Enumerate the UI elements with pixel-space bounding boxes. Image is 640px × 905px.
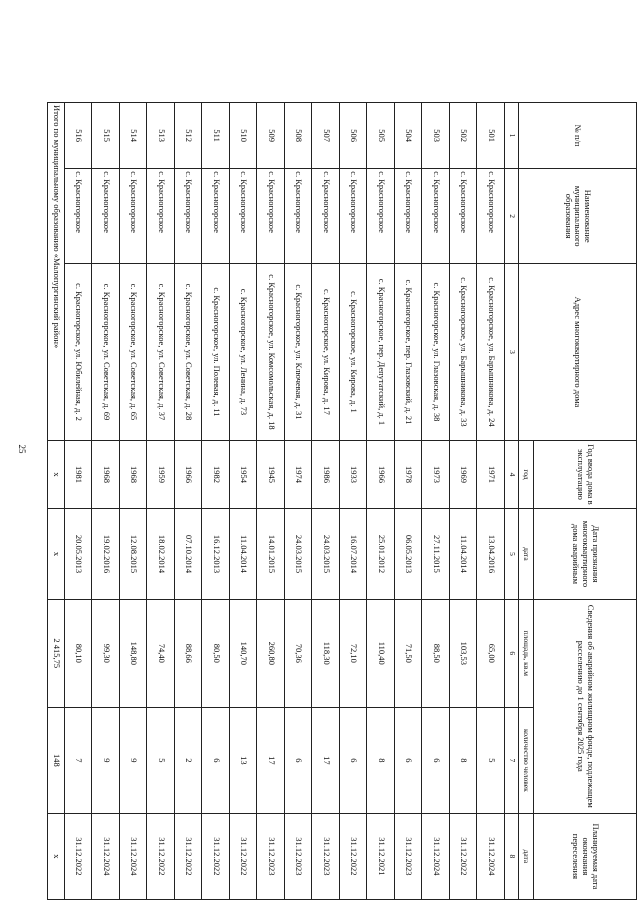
row-address: с. Красногорское, ул. Барышникова, д. 24 — [477, 264, 505, 441]
row-planned-date: 31.12.2023 — [395, 813, 423, 899]
row-area: 260,80 — [257, 599, 285, 707]
row-planned-date: 31.12.2023 — [285, 813, 313, 899]
row-year: 1968 — [92, 440, 120, 508]
table-row — [422, 103, 450, 900]
row-people: 6 — [340, 707, 368, 813]
row-emergency-date: 14.01.2015 — [257, 509, 285, 600]
row-emergency-date: 24.03.2015 — [285, 509, 313, 600]
row-planned-date: 31.12.2024 — [92, 813, 120, 899]
row-area: 65,00 — [477, 599, 505, 707]
row-address: с. Красногорское, ул. Советская, д. 69 — [92, 264, 120, 441]
row-address: с. Красногорское, ул. Барышникова, д. 33 — [450, 264, 478, 441]
row-address: с. Красногорское, ул. Кирова, д. 1 — [340, 264, 368, 441]
row-address: с. Красногорское, ул. Советская, д. 28 — [175, 264, 203, 441]
subheader-date: дата — [519, 509, 534, 600]
row-planned-date: 31.12.2024 — [422, 813, 450, 899]
row-municipality: с. Красногорское — [92, 169, 120, 264]
row-municipality: с. Красногорское — [175, 169, 203, 264]
table-row — [367, 103, 395, 900]
row-municipality: с. Красногорское — [340, 169, 368, 264]
row-people: 5 — [147, 707, 175, 813]
row-emergency-date: 12.08.2015 — [120, 509, 148, 600]
table-body — [65, 103, 505, 900]
row-emergency-date: 24.03.2015 — [312, 509, 340, 600]
table-row — [285, 103, 313, 900]
subheader-planned-date: дата — [519, 813, 534, 899]
row-emergency-date: 06.05.2013 — [395, 509, 423, 600]
row-people: 2 — [175, 707, 203, 813]
col-number: 2 — [505, 169, 519, 264]
row-municipality: с. Красногорское — [450, 169, 478, 264]
total-year: x — [48, 440, 65, 508]
page-number: 25 — [17, 444, 27, 454]
row-number: 509 — [257, 103, 285, 169]
row-planned-date: 31.12.2022 — [230, 813, 258, 899]
row-number: 505 — [367, 103, 395, 169]
table-row — [477, 103, 505, 900]
row-emergency-date: 18.02.2014 — [147, 509, 175, 600]
row-address: с. Красногорское, ул. Полевая, д. 11 — [202, 264, 230, 441]
row-number: 514 — [120, 103, 148, 169]
row-planned-date: 31.12.2021 — [367, 813, 395, 899]
row-people: 6 — [202, 707, 230, 813]
row-area: 140,70 — [230, 599, 258, 707]
subheader-area: площадь, кв.м — [519, 599, 534, 707]
row-area: 74,40 — [147, 599, 175, 707]
header-planned-date: Планируемая дата окончания переселения — [534, 813, 637, 899]
row-year: 1969 — [450, 440, 478, 508]
row-year: 1981 — [65, 440, 93, 508]
col-number: 1 — [505, 103, 519, 169]
row-area: 88,50 — [422, 599, 450, 707]
total-area: 2 415,75 — [48, 599, 65, 707]
row-emergency-date: 07.10.2014 — [175, 509, 203, 600]
row-emergency-date: 11.04.2014 — [450, 509, 478, 600]
row-people: 6 — [285, 707, 313, 813]
header-municipality: Наименование муниципального образования — [519, 169, 637, 264]
row-number: 513 — [147, 103, 175, 169]
row-number: 515 — [92, 103, 120, 169]
row-area: 88,66 — [175, 599, 203, 707]
row-people: 13 — [230, 707, 258, 813]
header-no: № п/п — [519, 103, 637, 169]
row-municipality: с. Красногорское — [477, 169, 505, 264]
row-emergency-date: 16.07.2014 — [340, 509, 368, 600]
row-address: с. Красногорское, ул. Комсомольская, д. 18 — [257, 264, 285, 441]
row-municipality: с. Красногорское — [65, 169, 93, 264]
row-municipality: с. Красногорское — [257, 169, 285, 264]
row-municipality: с. Красногорское — [147, 169, 175, 264]
row-planned-date: 31.12.2022 — [340, 813, 368, 899]
housing-table — [47, 102, 637, 900]
total-row — [48, 103, 65, 900]
row-number: 506 — [340, 103, 368, 169]
row-number: 510 — [230, 103, 258, 169]
subheader-people: количество человек — [519, 707, 534, 813]
row-area: 71,50 — [395, 599, 423, 707]
row-number: 501 — [477, 103, 505, 169]
table-row — [257, 103, 285, 900]
row-people: 7 — [65, 707, 93, 813]
row-year: 1966 — [175, 440, 203, 508]
row-municipality: с. Красногорское — [230, 169, 258, 264]
col-number: 3 — [505, 264, 519, 441]
row-planned-date: 31.12.2022 — [175, 813, 203, 899]
row-municipality: с. Красногорское — [395, 169, 423, 264]
row-year: 1945 — [257, 440, 285, 508]
row-year: 1968 — [120, 440, 148, 508]
header-emergency-date: Дата признания многоквартирного дома аварийным — [534, 509, 637, 600]
table-row — [230, 103, 258, 900]
row-number: 502 — [450, 103, 478, 169]
row-number: 504 — [395, 103, 423, 169]
row-year: 1982 — [202, 440, 230, 508]
housing-table-sheet — [51, 102, 637, 900]
row-number: 503 — [422, 103, 450, 169]
row-address: с. Красногорское, ул. Советская, д. 37 — [147, 264, 175, 441]
row-planned-date: 31.12.2022 — [65, 813, 93, 899]
row-area: 110,40 — [367, 599, 395, 707]
row-emergency-date: 25.01.2012 — [367, 509, 395, 600]
header-fund-info: Сведения об аварийном жилищном фонде, подлежащем расселению до 1 сентября 2025 года — [534, 599, 637, 813]
row-emergency-date: 20.05.2013 — [65, 509, 93, 600]
row-municipality: с. Красногорское — [285, 169, 313, 264]
col-number: 8 — [505, 813, 519, 899]
row-people: 8 — [450, 707, 478, 813]
row-planned-date: 31.12.2024 — [477, 813, 505, 899]
row-area: 99,30 — [92, 599, 120, 707]
row-area: 70,36 — [285, 599, 313, 707]
row-municipality: с. Красногорское — [312, 169, 340, 264]
row-address: с. Красногорское, ул. Кирова, д. 17 — [312, 264, 340, 441]
row-people: 9 — [120, 707, 148, 813]
total-label: Итого по муниципальному образованию «Малопургинский район» — [48, 103, 65, 441]
row-year: 1974 — [285, 440, 313, 508]
row-municipality: с. Красногорское — [202, 169, 230, 264]
row-number: 516 — [65, 103, 93, 169]
header-address: Адрес многоквартирного дома — [519, 264, 637, 441]
row-address: с. Красногорское, ул. Ключевая, д. 31 — [285, 264, 313, 441]
row-number: 508 — [285, 103, 313, 169]
row-area: 72,10 — [340, 599, 368, 707]
row-emergency-date: 16.12.2013 — [202, 509, 230, 600]
col-number: 6 — [505, 599, 519, 707]
row-emergency-date: 11.04.2014 — [230, 509, 258, 600]
row-emergency-date: 13.04.2016 — [477, 509, 505, 600]
table-row — [395, 103, 423, 900]
row-year: 1986 — [312, 440, 340, 508]
row-people: 9 — [92, 707, 120, 813]
header-year: Год ввода дома в эксплуатацию — [534, 440, 637, 508]
table-row — [92, 103, 120, 900]
row-area: 103,53 — [450, 599, 478, 707]
row-year: 1959 — [147, 440, 175, 508]
row-people: 5 — [477, 707, 505, 813]
col-number: 5 — [505, 509, 519, 600]
row-area: 148,80 — [120, 599, 148, 707]
row-address: с. Красногорское, ул. Глазовская, д. 38 — [422, 264, 450, 441]
row-emergency-date: 19.02.2016 — [92, 509, 120, 600]
row-planned-date: 31.12.2022 — [450, 813, 478, 899]
row-municipality: с. Красногорское — [120, 169, 148, 264]
table-row — [202, 103, 230, 900]
subheader-year: год — [519, 440, 534, 508]
total-planned: x — [48, 813, 65, 899]
row-area: 80,10 — [65, 599, 93, 707]
row-planned-date: 31.12.2023 — [312, 813, 340, 899]
row-people: 6 — [395, 707, 423, 813]
table-row — [312, 103, 340, 900]
table-row — [120, 103, 148, 900]
row-people: 6 — [422, 707, 450, 813]
row-address: с. Красногорское, пер. Глазовский, д. 21 — [395, 264, 423, 441]
row-planned-date: 31.12.2022 — [147, 813, 175, 899]
col-number: 7 — [505, 707, 519, 813]
row-address: с. Красногорское, ул. Ленина, д. 73 — [230, 264, 258, 441]
row-planned-date: 31.12.2023 — [257, 813, 285, 899]
row-address: с. Красногорское, пер. Депутатский, д. 1 — [367, 264, 395, 441]
row-area: 80,50 — [202, 599, 230, 707]
row-planned-date: 31.12.2024 — [120, 813, 148, 899]
table-row — [147, 103, 175, 900]
row-number: 511 — [202, 103, 230, 169]
total-date: x — [48, 509, 65, 600]
row-people: 17 — [312, 707, 340, 813]
row-year: 1971 — [477, 440, 505, 508]
table-row — [340, 103, 368, 900]
col-number: 4 — [505, 440, 519, 508]
row-address: с. Красногорское, ул. Советская, д. 65 — [120, 264, 148, 441]
table-row — [175, 103, 203, 900]
row-area: 118,30 — [312, 599, 340, 707]
table-row — [450, 103, 478, 900]
row-number: 512 — [175, 103, 203, 169]
row-number: 507 — [312, 103, 340, 169]
row-year: 1966 — [367, 440, 395, 508]
row-people: 8 — [367, 707, 395, 813]
row-municipality: с. Красногорское — [367, 169, 395, 264]
row-planned-date: 31.12.2022 — [202, 813, 230, 899]
row-emergency-date: 27.11.2015 — [422, 509, 450, 600]
row-year: 1933 — [340, 440, 368, 508]
row-year: 1954 — [230, 440, 258, 508]
total-people: 148 — [48, 707, 65, 813]
table-row — [65, 103, 93, 900]
row-year: 1973 — [422, 440, 450, 508]
row-municipality: с. Красногорское — [422, 169, 450, 264]
row-year: 1978 — [395, 440, 423, 508]
row-address: с. Красногорское, ул. Юбилейная, д. 2 — [65, 264, 93, 441]
row-people: 17 — [257, 707, 285, 813]
